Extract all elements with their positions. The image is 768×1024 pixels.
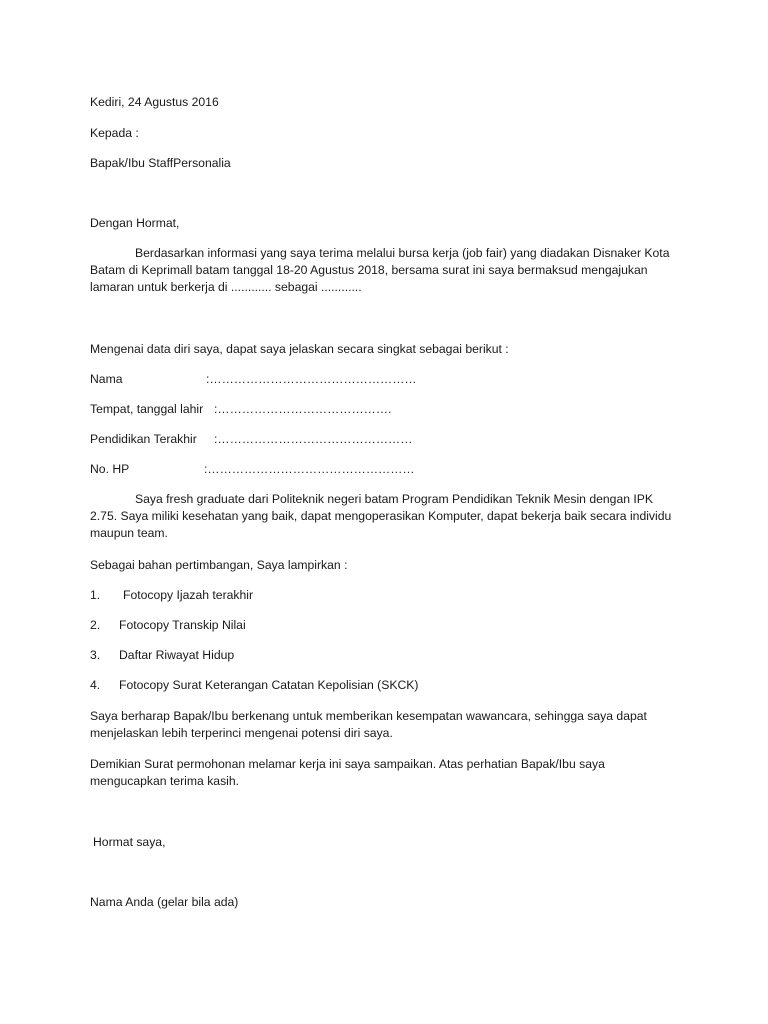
field-label-pendidikan-terakhir: Pendidikan Terakhir [90, 432, 197, 446]
place-date: Kediri, 24 Agustus 2016 [90, 95, 219, 109]
list-item-text: Fotocopy Ijazah terakhir [123, 588, 254, 602]
field-label-tempat-tanggal-lahir: Tempat, tanggal lahir [90, 402, 204, 416]
attachments-intro: Sebagai bahan pertimbangan, Saya lampirkan : [90, 558, 348, 572]
list-item-number: 3. [90, 648, 101, 662]
to-label: Kepada : [90, 126, 139, 140]
signature-name: Nama Anda (gelar bila ada) [90, 895, 239, 909]
intro-paragraph: Berdasarkan informasi yang saya terima melalui bursa kerja (job fair) yang diadakan Disnaker Kota Batam di Keprimall batam tanggal 18-20 Agustus 2018, bersama surat ini saya bermaksud mengajukan lamaran untuk berkerja di ............ sebagai ............ [90, 246, 670, 294]
field-value-pendidikan-terakhir: :………………………………………… [214, 432, 413, 446]
field-value-tempat-tanggal-lahir: :……………………………………. [214, 402, 392, 416]
field-value-nama: :…………………………………………… [206, 372, 417, 386]
salutation: Dengan Hormat, [90, 216, 180, 230]
hope-paragraph: Saya berharap Bapak/Ibu berkenang untuk memberikan kesempatan wawancara, sehingga saya dapat menjelaskan lebih terperinci mengenai potensi diri saya. [90, 709, 647, 740]
list-item-text: Daftar Riwayat Hidup [119, 648, 235, 662]
field-label-no-hp: No. HP [90, 462, 130, 476]
list-item-number: 1. [90, 588, 101, 602]
list-item-number: 4. [90, 678, 101, 692]
field-value-no-hp: :…………………………………………… [204, 462, 415, 476]
list-item-text: Fotocopy Surat Keterangan Catatan Kepolisian (SKCK) [119, 678, 419, 692]
list-item-number: 2. [90, 618, 101, 632]
data-intro: Mengenai data diri saya, dapat saya jelaskan secara singkat sebagai berikut : [90, 342, 509, 356]
recipient: Bapak/Ibu StaffPersonalia [90, 156, 231, 170]
regards: Hormat saya, [93, 835, 166, 849]
background-paragraph: Saya fresh graduate dari Politeknik negeri batam Program Pendidikan Teknik Mesin dengan IPK 2.75. Saya miliki kesehatan yang baik, dapat mengoperasikan Komputer, dapat bekerja baik secara individu maupun team. [90, 492, 672, 540]
closing-paragraph: Demikian Surat permohonan melamar kerja ini saya sampaikan. Atas perhatian Bapak/Ibu saya mengucapkan terima kasih. [90, 757, 605, 788]
list-item-text: Fotocopy Transkip Nilai [119, 618, 246, 632]
field-label-nama: Nama [90, 372, 123, 386]
